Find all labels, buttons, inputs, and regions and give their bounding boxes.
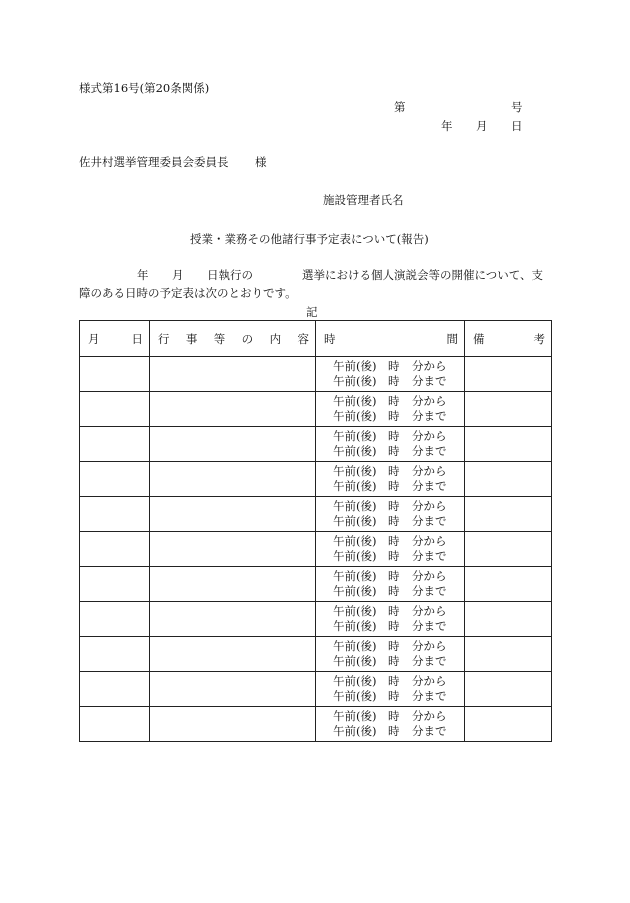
- time-minute: 分から: [412, 534, 447, 548]
- time-to-line: [333, 479, 464, 494]
- time-ampm: 午前(後): [333, 514, 377, 528]
- time-from-line: [333, 604, 464, 619]
- body-year: 年: [137, 268, 149, 282]
- form-number: 様式第16号(第20条関係): [79, 81, 210, 95]
- body-day-exec: 日執行の: [207, 268, 253, 282]
- addressee: 佐井村選挙管理委員会委員長: [79, 155, 229, 169]
- time-from-line: [333, 429, 464, 444]
- time-to-line: [333, 374, 464, 389]
- cell-date[interactable]: [80, 427, 150, 462]
- table-row: [80, 392, 552, 427]
- cell-date[interactable]: [80, 637, 150, 672]
- cell-events[interactable]: [150, 637, 316, 672]
- time-ampm: 午前(後): [333, 569, 377, 583]
- table-row: [80, 567, 552, 602]
- time-hour: 時: [388, 409, 400, 423]
- time-ampm: 午前(後): [333, 374, 377, 388]
- time-ampm: 午前(後): [333, 394, 377, 408]
- time-ampm: 午前(後): [333, 689, 377, 703]
- time-ampm: 午前(後): [333, 584, 377, 598]
- time-hour: 時: [388, 444, 400, 458]
- time-hour: 時: [388, 429, 400, 443]
- time-ampm: 午前(後): [333, 409, 377, 423]
- time-hour: 時: [388, 709, 400, 723]
- time-ampm: 午前(後): [333, 619, 377, 633]
- cell-time[interactable]: [316, 602, 465, 637]
- cell-time[interactable]: [316, 357, 465, 392]
- time-from-line: [333, 674, 464, 689]
- time-minute: 分まで: [412, 654, 447, 668]
- body-month: 月: [172, 268, 184, 282]
- cell-date[interactable]: [80, 672, 150, 707]
- cell-remarks[interactable]: [465, 497, 552, 532]
- time-from-line: [333, 394, 464, 409]
- cell-events[interactable]: [150, 672, 316, 707]
- time-hour: 時: [388, 464, 400, 478]
- cell-events[interactable]: [150, 427, 316, 462]
- cell-time[interactable]: [316, 497, 465, 532]
- time-from-line: [333, 359, 464, 374]
- time-ampm: 午前(後): [333, 464, 377, 478]
- time-hour: 時: [388, 534, 400, 548]
- time-hour: 時: [388, 604, 400, 618]
- time-hour: 時: [388, 569, 400, 583]
- time-minute: 分から: [412, 359, 447, 373]
- table-row: [80, 672, 552, 707]
- cell-time[interactable]: [316, 392, 465, 427]
- time-to-line: [333, 549, 464, 564]
- time-hour: 時: [388, 689, 400, 703]
- time-hour: 時: [388, 549, 400, 563]
- table-row: [80, 602, 552, 637]
- cell-date[interactable]: [80, 392, 150, 427]
- cell-remarks[interactable]: [465, 707, 552, 742]
- time-from-line: [333, 639, 464, 654]
- cell-events[interactable]: [150, 532, 316, 567]
- cell-date[interactable]: [80, 462, 150, 497]
- date-year: 年: [441, 119, 453, 133]
- cell-time[interactable]: [316, 427, 465, 462]
- time-minute: 分まで: [412, 409, 447, 423]
- time-hour: 時: [388, 394, 400, 408]
- time-ampm: 午前(後): [333, 709, 377, 723]
- ki-label: 記: [306, 305, 318, 319]
- header-time: 時 間: [316, 321, 465, 357]
- time-minute: 分から: [412, 394, 447, 408]
- time-minute: 分まで: [412, 724, 447, 738]
- time-to-line: [333, 654, 464, 669]
- time-minute: 分から: [412, 604, 447, 618]
- cell-time[interactable]: [316, 567, 465, 602]
- time-from-line: [333, 569, 464, 584]
- cell-events[interactable]: [150, 602, 316, 637]
- time-ampm: 午前(後): [333, 654, 377, 668]
- time-to-line: [333, 584, 464, 599]
- time-from-line: [333, 499, 464, 514]
- table-row: [80, 532, 552, 567]
- cell-time[interactable]: [316, 532, 465, 567]
- cell-events[interactable]: [150, 392, 316, 427]
- time-ampm: 午前(後): [333, 724, 377, 738]
- time-ampm: 午前(後): [333, 479, 377, 493]
- time-minute: 分まで: [412, 514, 447, 528]
- cell-remarks[interactable]: [465, 392, 552, 427]
- time-hour: 時: [388, 639, 400, 653]
- cell-events[interactable]: [150, 707, 316, 742]
- cell-remarks[interactable]: [465, 357, 552, 392]
- time-from-line: [333, 534, 464, 549]
- honorific: 様: [255, 155, 267, 169]
- time-hour: 時: [388, 724, 400, 738]
- time-minute: 分から: [412, 639, 447, 653]
- time-minute: 分まで: [412, 619, 447, 633]
- time-minute: 分から: [412, 709, 447, 723]
- cell-events[interactable]: [150, 357, 316, 392]
- time-minute: 分から: [412, 674, 447, 688]
- time-from-line: [333, 709, 464, 724]
- time-minute: 分から: [412, 429, 447, 443]
- time-minute: 分まで: [412, 549, 447, 563]
- header-events: 行 事 等 の 内 容: [150, 321, 316, 357]
- cell-time[interactable]: [316, 637, 465, 672]
- cell-remarks[interactable]: [465, 532, 552, 567]
- table-row: [80, 707, 552, 742]
- table-row: [80, 637, 552, 672]
- time-minute: 分まで: [412, 374, 447, 388]
- time-ampm: 午前(後): [333, 444, 377, 458]
- cell-remarks[interactable]: [465, 462, 552, 497]
- cell-events[interactable]: [150, 462, 316, 497]
- time-minute: 分から: [412, 569, 447, 583]
- cell-date[interactable]: [80, 532, 150, 567]
- schedule-table: [79, 320, 552, 742]
- time-to-line: [333, 514, 464, 529]
- time-hour: 時: [388, 499, 400, 513]
- header-date: 月 日: [80, 321, 150, 357]
- time-from-line: [333, 464, 464, 479]
- time-minute: 分まで: [412, 479, 447, 493]
- time-minute: 分から: [412, 499, 447, 513]
- time-minute: 分から: [412, 464, 447, 478]
- body-text-line1: 選挙における個人演説会等の開催について、支: [302, 268, 544, 282]
- cell-remarks[interactable]: [465, 567, 552, 602]
- time-ampm: 午前(後): [333, 359, 377, 373]
- time-to-line: [333, 409, 464, 424]
- date-day: 日: [511, 119, 523, 133]
- cell-date[interactable]: [80, 497, 150, 532]
- time-to-line: [333, 724, 464, 739]
- cell-remarks[interactable]: [465, 602, 552, 637]
- time-to-line: [333, 689, 464, 704]
- time-minute: 分まで: [412, 689, 447, 703]
- time-minute: 分まで: [412, 584, 447, 598]
- cell-events[interactable]: [150, 497, 316, 532]
- time-to-line: [333, 444, 464, 459]
- cell-date[interactable]: [80, 707, 150, 742]
- sender-label: 施設管理者氏名: [323, 193, 404, 207]
- time-to-line: [333, 619, 464, 634]
- time-ampm: 午前(後): [333, 639, 377, 653]
- time-hour: 時: [388, 619, 400, 633]
- table-row: [80, 357, 552, 392]
- time-ampm: 午前(後): [333, 534, 377, 548]
- time-ampm: 午前(後): [333, 429, 377, 443]
- cell-remarks[interactable]: [465, 672, 552, 707]
- date-month: 月: [476, 119, 488, 133]
- time-hour: 時: [388, 654, 400, 668]
- cell-date[interactable]: [80, 357, 150, 392]
- time-hour: 時: [388, 359, 400, 373]
- cell-date[interactable]: [80, 567, 150, 602]
- header-remarks: 備 考: [465, 321, 552, 357]
- time-minute: 分まで: [412, 444, 447, 458]
- time-hour: 時: [388, 674, 400, 688]
- time-ampm: 午前(後): [333, 604, 377, 618]
- table-row: [80, 497, 552, 532]
- cell-remarks[interactable]: [465, 427, 552, 462]
- cell-time[interactable]: [316, 707, 465, 742]
- time-hour: 時: [388, 514, 400, 528]
- cell-time[interactable]: [316, 462, 465, 497]
- time-ampm: 午前(後): [333, 549, 377, 563]
- cell-date[interactable]: [80, 602, 150, 637]
- time-hour: 時: [388, 374, 400, 388]
- table-row: [80, 462, 552, 497]
- document-number-prefix: 第: [394, 100, 406, 114]
- time-hour: 時: [388, 584, 400, 598]
- cell-time[interactable]: [316, 672, 465, 707]
- table-header-row: [80, 321, 552, 357]
- body-text-line2: 障のある日時の予定表は次のとおりです。: [79, 286, 297, 300]
- document-number-suffix: 号: [511, 100, 523, 114]
- time-hour: 時: [388, 479, 400, 493]
- time-ampm: 午前(後): [333, 499, 377, 513]
- document-title: 授業・業務その他諸行事予定表について(報告): [190, 232, 429, 246]
- cell-remarks[interactable]: [465, 637, 552, 672]
- time-ampm: 午前(後): [333, 674, 377, 688]
- table-row: [80, 427, 552, 462]
- cell-events[interactable]: [150, 567, 316, 602]
